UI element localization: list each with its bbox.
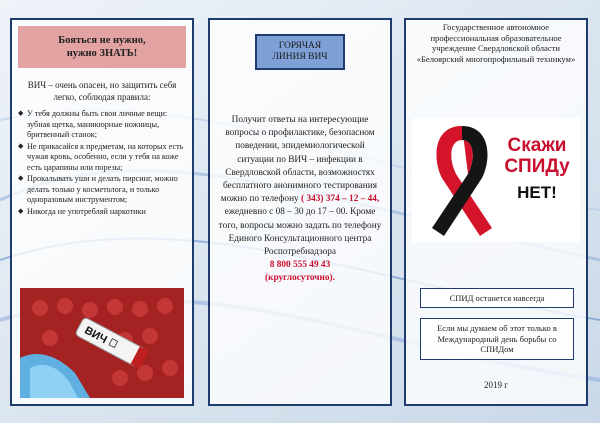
info-box-forever: СПИД останется навсегда (420, 288, 574, 308)
rules-list (18, 109, 186, 217)
diamond-bullet-icon: ◆ (18, 109, 24, 118)
hotline-phone: ( 343) 374 – 12 – 44, (301, 194, 380, 205)
list-item: ◆ У тебя должны быть свои личные вещи: зубная щетка, маникюрные ножницы, бритвенный станок; (18, 109, 168, 140)
panel-prevention (10, 18, 194, 406)
aids-ribbon-icon (412, 118, 502, 242)
panel1-header: Бояться не нужно, нужно ЗНАТЬ! (18, 26, 186, 68)
phone-note: (круглосуточно). (265, 273, 335, 284)
hotline-body (218, 114, 382, 285)
list-item: ◆ Не прикасайся к предметам, на которых есть чужая кровь, особенно, если у тебя на коже есть царапины или порезы; (18, 141, 184, 172)
blood-test-tube-image (20, 288, 184, 398)
list-item: ◆ Прокалывать уши и делать пирсинг, можно делать только у косметолога, и только одноразовым инструментом; (18, 174, 178, 205)
info-box-worldday: Если мы думаем об этот только в Международный день борьбы со СПИДом (420, 318, 574, 360)
panel-cover (404, 18, 588, 406)
diamond-bullet-icon: ◆ (18, 206, 24, 215)
slogan-line-1: Скажи (507, 135, 567, 156)
hotline-hours-text: ежедневно с 08 – 30 до 17 – 00. Кроме того, вопросы можно задать по телефону Единого Консультационного центра Роспотребнадзора (218, 207, 382, 257)
institution-name: Государственное автономное профессиональная образовательное учреждение Свердловской области «Белоярский многопрофильный техникум» (416, 22, 576, 65)
hotline-text: Получит ответы на интересующие вопросы о профилактике, безопасном поведении, эпидемиологической ситуации по ВИЧ – инфекции в Свердловской области, возможностях бесплатного анонимного тестирования можно по телефону (220, 115, 378, 205)
rospotrebnadzor-phone: 8 800 555 49 43 (269, 260, 331, 271)
slogan (496, 136, 578, 202)
panel1-intro: ВИЧ – очень опасен, но защитить себя легко, соблюдая правила: (27, 80, 177, 102)
panel-hotline (208, 18, 392, 406)
list-item: ◆ Никогда не употребляй наркотики (18, 206, 146, 216)
slogan-line-3: НЕТ! (517, 182, 557, 202)
slogan-line-2: СПИДу (504, 155, 570, 177)
diamond-bullet-icon: ◆ (18, 174, 24, 183)
year-label: 2019 г (484, 380, 508, 390)
hotline-title: ГОРЯЧАЯ ЛИНИЯ ВИЧ (255, 34, 345, 70)
ribbon-card (412, 118, 580, 242)
diamond-bullet-icon: ◆ (18, 141, 24, 150)
tube-label: ВИЧ (82, 324, 109, 347)
